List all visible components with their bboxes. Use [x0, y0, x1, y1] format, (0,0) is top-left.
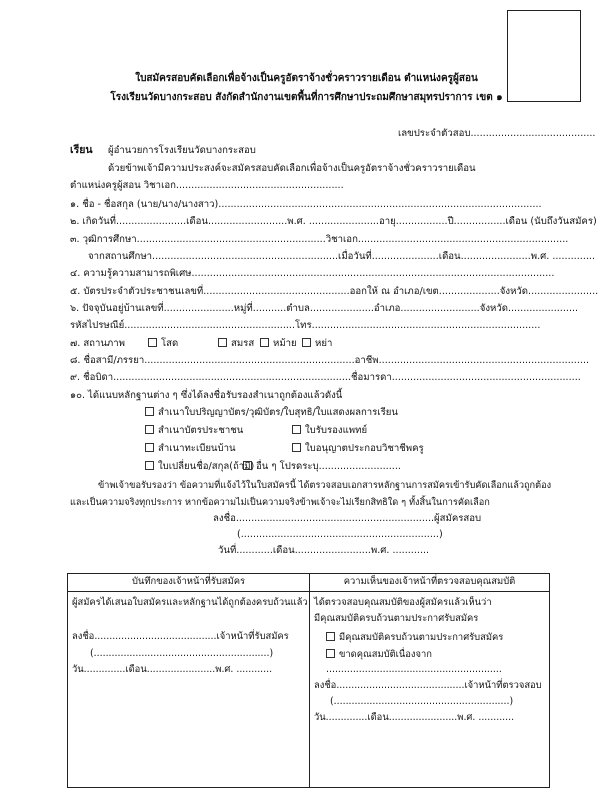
doc-namechange-option[interactable]: ใบเปลี่ยนชื่อ/สกุล(ถ้ามี) [145, 461, 254, 472]
officer-record-table [67, 573, 550, 788]
left-column-header: บันทึกของเจ้าหน้าที่รับสมัคร [131, 576, 246, 587]
applicant-name-parenthesis[interactable]: (.................................................................) [237, 529, 443, 540]
special-skills-field[interactable]: ๔. ความรู้ความสามารถพิเศษ....................................................................................................................... [70, 268, 555, 279]
checkbox[interactable] [145, 425, 154, 434]
name-field[interactable]: ๑. ชื่อ - ชื่อสกุล (นาย/นาง/นางสาว).......................................................................................................... [70, 199, 542, 210]
table-divider [309, 574, 310, 787]
education-field[interactable]: ๓. วุฒิการศึกษา..............................................................วิชาเอก..................................................................... [70, 234, 569, 245]
declaration-line1: ข้าพเจ้าขอรับรองว่า ข้อความที่แจ้งไว้ในใบสมัครนี้ ได้ตรวจสอบเอกสารหลักฐานการสมัครเข้ารับคัดเลือกแล้วถูกต้อง [98, 480, 552, 491]
doc-teaching-license-option[interactable]: ใบอนุญาตประกอบวิชาชีพครู [292, 443, 424, 454]
left-date[interactable]: วัน..............เดือน.......................พ.ศ. ............ [72, 664, 273, 675]
checkbox[interactable] [302, 338, 311, 347]
table-header-divider [68, 591, 549, 592]
checkbox[interactable] [243, 461, 252, 470]
right-note-line2: มีคุณสมบัติครบถ้วนตามประกาศรับสมัคร [314, 613, 479, 624]
doc-degree-option[interactable]: สำเนาใบปริญญาบัตร/วุฒิบัตร/ใบสุทธิ/ใบแสดงผลการเรียน [145, 407, 398, 418]
checkbox[interactable] [218, 338, 227, 347]
checkbox[interactable] [292, 425, 301, 434]
form-title-line1: ใบสมัครสอบคัดเลือกเพื่อจ้างเป็นครูอัตราจ้างชั่วคราวรายเดือน ตำแหน่งครูผู้สอน [135, 73, 478, 84]
doc-household-option[interactable]: สำเนาทะเบียนบ้าน [145, 443, 236, 454]
status-single-option[interactable]: โสด [148, 338, 178, 349]
right-column-header: ความเห็นของเจ้าหน้าที่ตรวจสอบคุณสมบัติ [343, 576, 516, 587]
id-card-field[interactable]: ๕. บัตรประจำตัวประชาชนเลขที่................................................ออกให้ ณ อำเภอ/เขต....................จังหวัด....................... [70, 286, 599, 297]
right-date[interactable]: วัน..............เดือน.......................พ.ศ. ............ [314, 712, 515, 723]
left-note: ผู้สมัครได้เสนอใบสมัครและหลักฐานได้ถูกต้องครบถ้วนแล้ว [72, 597, 308, 608]
address-field[interactable]: ๖. ปัจจุบันอยู่บ้านเลขที่.......................หมู่ที่...........ตำบล.....................อำเภอ..........................จังหวัด....................... [70, 303, 579, 314]
checkbox[interactable] [145, 407, 154, 416]
salutation-label: เรียน [70, 144, 93, 156]
postcode-phone-field[interactable]: รหัสไปรษณีย์........................................................โทร........................................................................... [70, 320, 541, 331]
exam-number-field[interactable]: เลขประจำตัวสอบ......................................... [398, 128, 596, 139]
checkbox[interactable] [292, 443, 301, 452]
applicant-signature[interactable]: ลงชื่อ.................................................................ผู้สมัครสอบ [213, 513, 482, 524]
checkbox[interactable] [260, 338, 269, 347]
checkbox[interactable] [326, 632, 335, 641]
right-reason-blank[interactable]: ........................................................... [326, 664, 502, 675]
institution-field[interactable]: จากสถานศึกษา.............................................................เมื่อวันที่......................เดือน.......................พ.ศ. .............. [88, 251, 596, 262]
doc-other-option[interactable]: อื่น ๆ โปรดระบุ........................... [243, 461, 401, 472]
left-name[interactable]: (...........................................................) [90, 648, 274, 659]
salutation-recipient: ผู้อำนวยการโรงเรียนวัดบางกระสอบ [108, 145, 256, 156]
status-married-option[interactable]: สมรส [218, 338, 254, 349]
checkbox[interactable] [145, 443, 154, 452]
right-signature[interactable]: ลงชื่อ...........................................เจ้าหน้าที่ตรวจสอบ [314, 680, 542, 691]
checkbox[interactable] [145, 461, 154, 470]
declaration-line2: และเป็นความจริงทุกประการ หากข้อความไม่เป็นความจริงข้าพเจ้าจะไม่เรียกสิทธิใด ๆ ทั้งสิ้นในการคัดเลือก [70, 497, 490, 508]
parents-field[interactable]: ๙. ชื่อบิดา..............................................................................ชื่อมารดา.............................................................. [70, 372, 581, 383]
attachments-heading: ๑๐. ได้แนบหลักฐานต่าง ๆ ซึ่งได้ลงชื่อรับรองสำเนาถูกต้องแล้วดังนี้ [70, 390, 343, 401]
birthdate-field[interactable]: ๒. เกิดวันที่.......................เดือน..........................พ.ศ. .......................อายุ.................ปี.................เดือน (นับถึงวันสมัคร) [70, 216, 597, 227]
left-signature[interactable]: ลงชื่อ.........................................เจ้าหน้าที่รับสมัคร [72, 631, 289, 642]
doc-idcard-option[interactable]: สำเนาบัตรประชาชน [145, 425, 243, 436]
subject-major-field[interactable]: ตำแหน่งครูผู้สอน วิชาเอก....................................................... [70, 180, 344, 191]
applicant-date[interactable]: วันที่............เดือน.........................พ.ศ. ............ [218, 545, 430, 556]
spouse-field[interactable]: ๘. ชื่อสามี/ภรรยา.....................................................................อาชีพ..................................................................... [70, 355, 590, 366]
status-widowed-option[interactable]: หม้าย [260, 338, 297, 349]
doc-medical-option[interactable]: ใบรับรองแพทย์ [292, 425, 367, 436]
right-unqualified-option[interactable]: ขาดคุณสมบัติเนื่องจาก [326, 649, 432, 661]
status-divorced-option[interactable]: หย่า [302, 338, 332, 349]
right-qualified-option[interactable]: มีคุณสมบัติครบถ้วนตามประกาศรับสมัคร [326, 632, 503, 644]
right-name[interactable]: (...........................................................) [330, 696, 514, 707]
form-title-line2: โรงเรียนวัดบางกระสอบ สังกัดสำนักงานเขตพื้นที่การศึกษาประถมศึกษาสมุทรปราการ เขต ๑ [110, 92, 503, 103]
photo-box [507, 10, 581, 102]
intro-line1: ด้วยข้าพเจ้ามีความประสงค์จะสมัครสอบคัดเลือกเพื่อจ้างเป็นครูอัตราจ้างชั่วคราวรายเดือน [108, 163, 476, 174]
checkbox[interactable] [148, 338, 157, 347]
checkbox[interactable] [326, 649, 335, 658]
marital-status-label: ๗. สถานภาพ [70, 338, 125, 349]
right-note-line1: ได้ตรวจสอบคุณสมบัติของผู้สมัครแล้วเห็นว่า [314, 597, 492, 608]
